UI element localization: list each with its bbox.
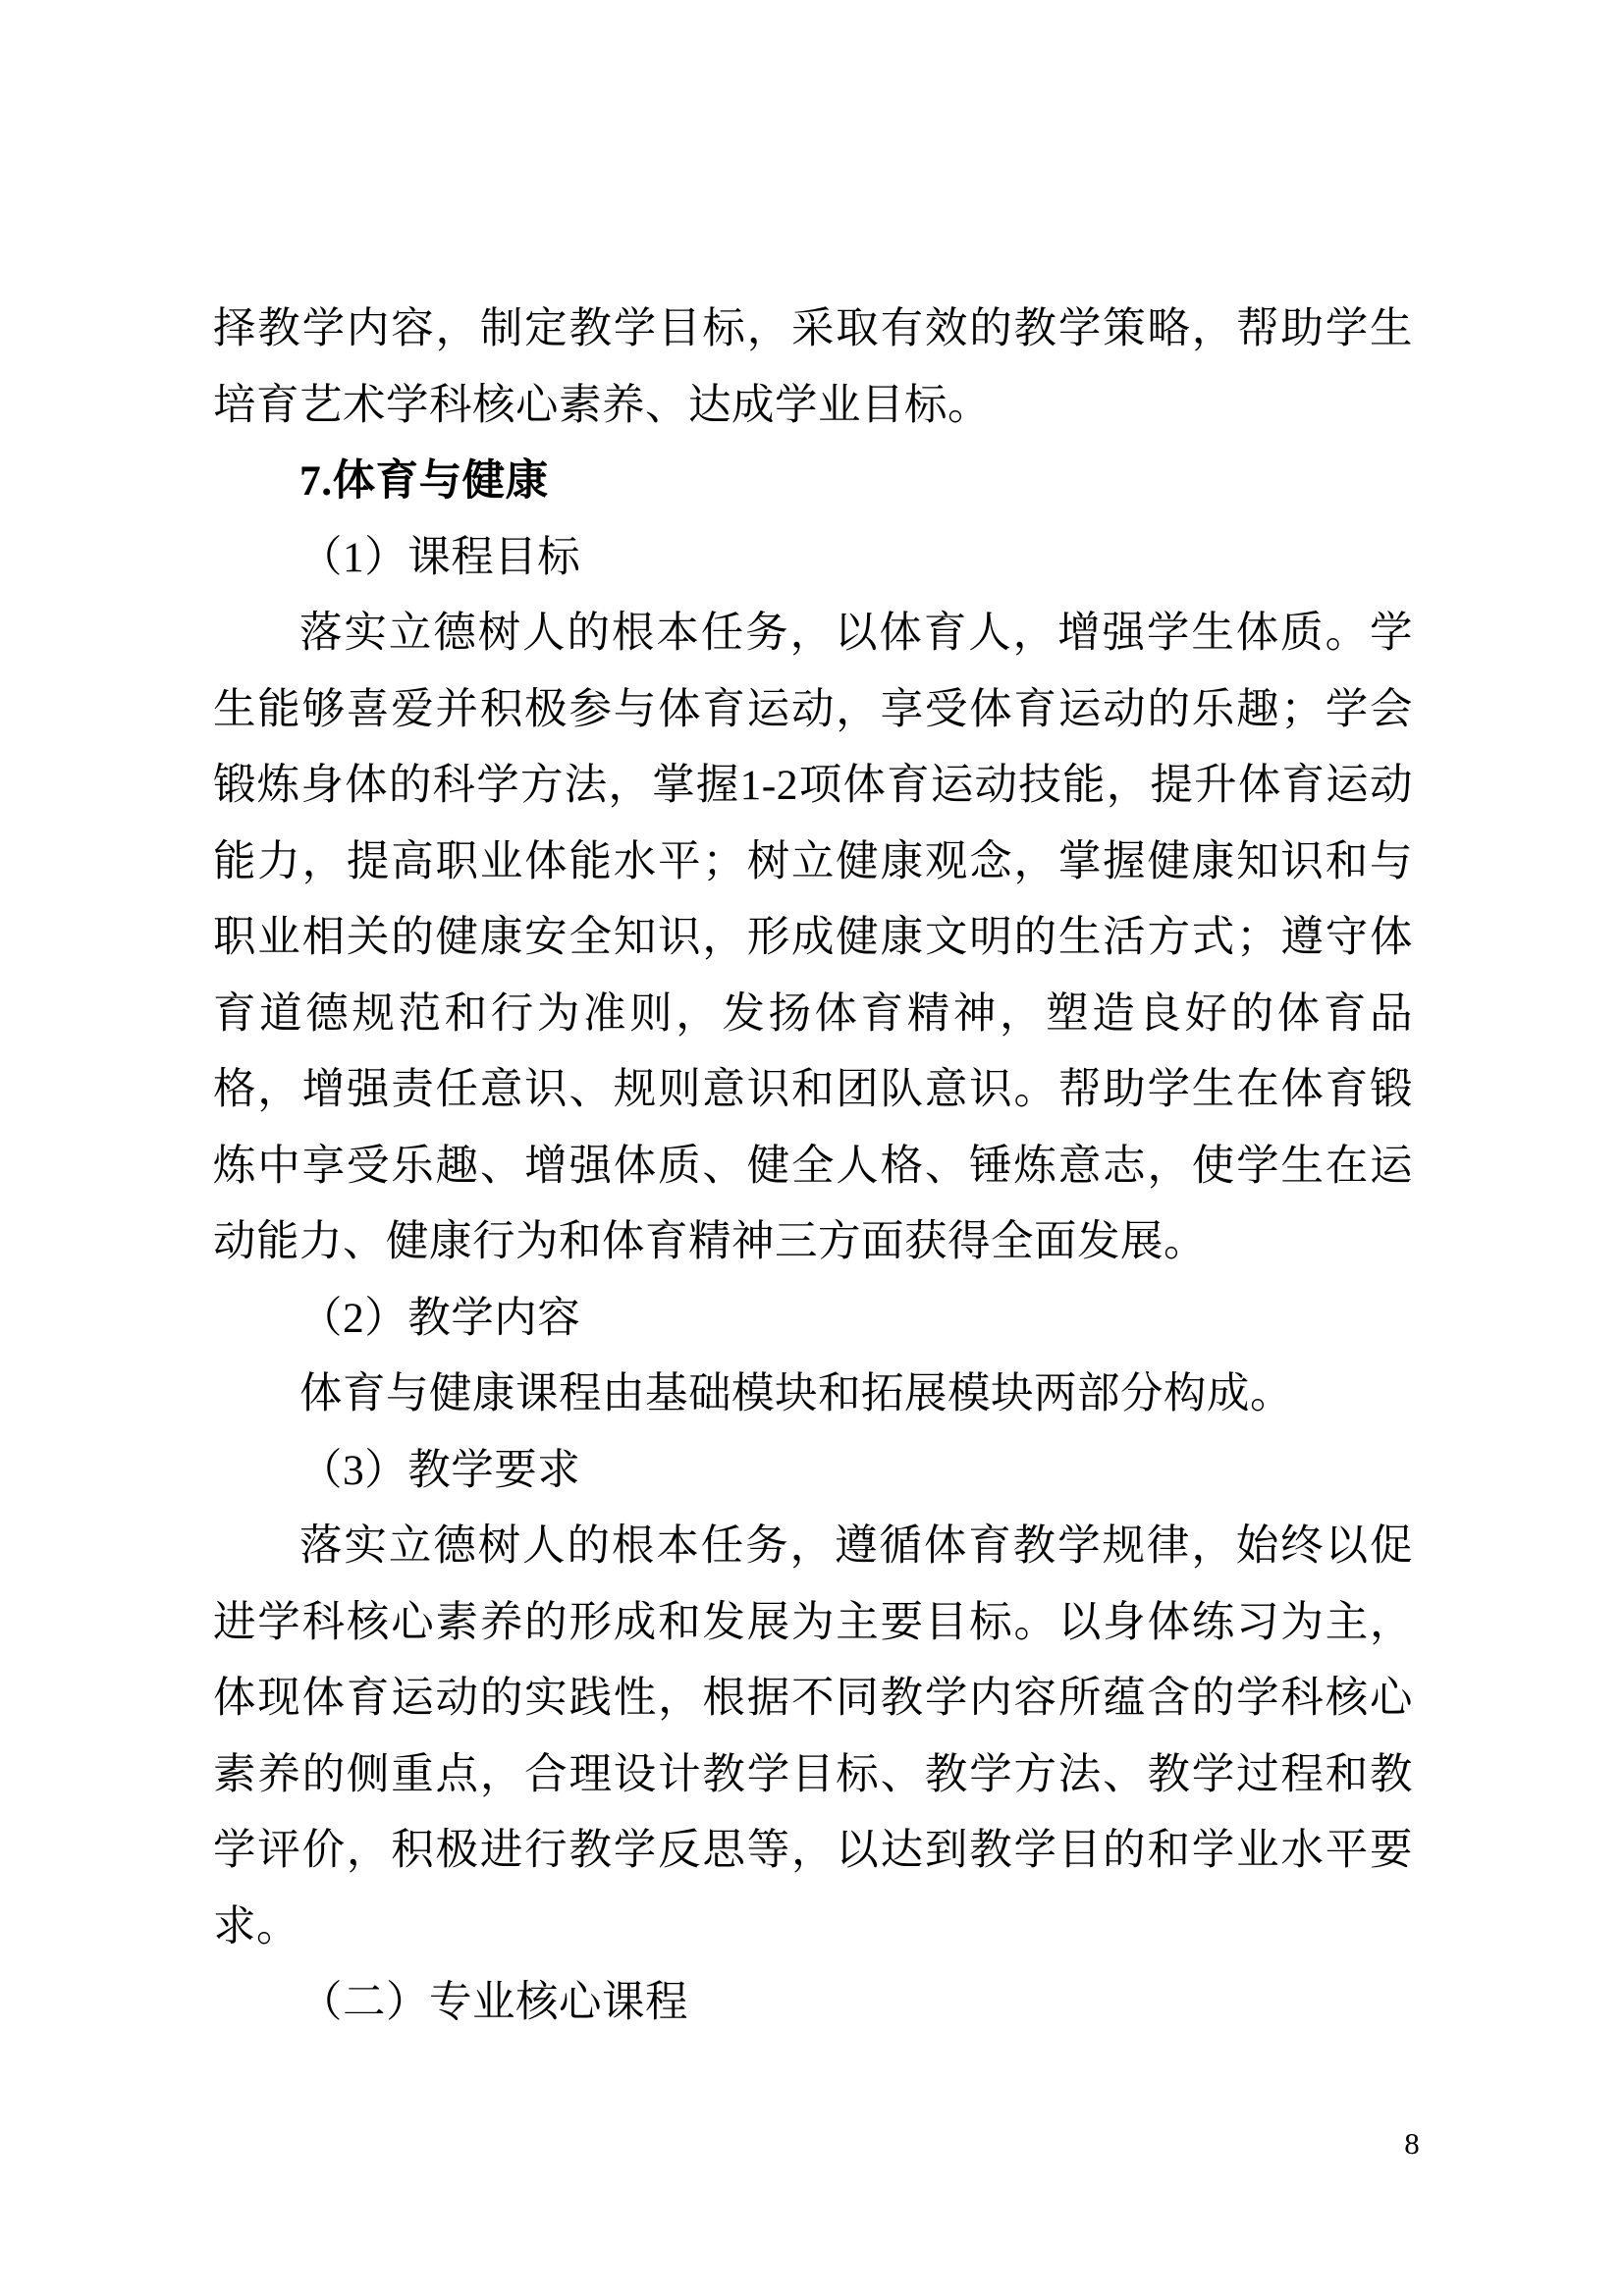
subheading-major-core-courses: （二）专业核心课程 [299,1979,688,2026]
page-number: 8 [1404,2126,1420,2161]
body-paragraph-teaching-requirements: 落实立德树人的根本任务，遵循体育教学规律，始终以促进学科核心素养的形成和发展为主要目标。以身体练习为主，体现体育运动的实践性，根据不同教学内容所蕴含的学科核心素养的侧重点，合理设计教学目标、教学方法、教学过程和教学评价，积极进行教学反思等，以达到教学目的和学业水平要求。 [213,1522,1413,1950]
subheading-teaching-requirements: （3）教学要求 [299,1446,581,1494]
subheading-course-objectives: （1）课程目标 [299,533,581,581]
subheading-teaching-content: （2）教学内容 [299,1294,581,1342]
body-paragraph-continuation: 择教学内容，制定教学目标，采取有效的教学策略，帮助学生培育艺术学科核心素养、达成学业目标。 [213,305,1413,429]
body-paragraph-course-objectives: 落实立德树人的根本任务，以体育人，增强学生体质。学生能够喜爱并积极参与体育运动，享受体育运动的乐趣；学会锻炼身体的科学方法，掌握1-2项体育运动技能，提升体育运动能力，提高职业体能水平；树立健康观念，掌握健康知识和与职业相关的健康安全知识，形成健康文明的生活方式；遵守体育道德规范和行为准则，发扬体育精神，塑造良好的体育品格，增强责任意识、规则意识和团队意识。帮助学生在体育锻炼中享受乐趣、增强体质、健全人格、锤炼意志，使学生在运动能力、健康行为和体育精神三方面获得全面发展。 [213,610,1413,1265]
body-paragraph-teaching-content: 体育与健康课程由基础模块和拓展模块两部分构成。 [299,1370,1293,1417]
heading-sport-and-health: 7.体育与健康 [299,457,549,505]
document-body [213,292,1413,2042]
